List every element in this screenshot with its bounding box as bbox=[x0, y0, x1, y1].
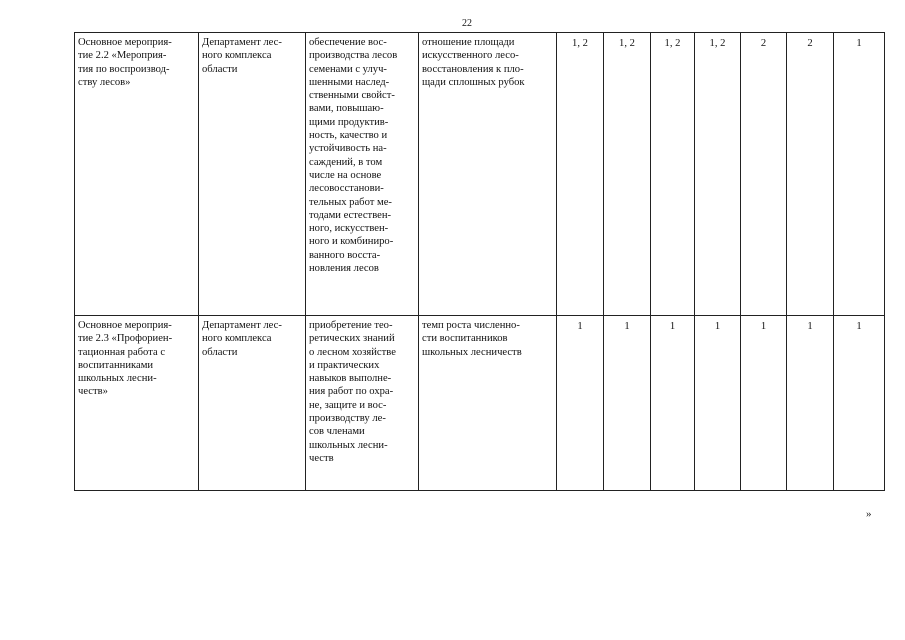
page-number: 22 bbox=[462, 18, 472, 29]
value-cell: 1 bbox=[834, 33, 885, 316]
value-cell: 1 bbox=[604, 316, 651, 491]
table-row bbox=[75, 316, 885, 491]
closing-quote: » bbox=[866, 508, 872, 520]
value-cell: 1 bbox=[695, 316, 741, 491]
value-cell: 1 bbox=[834, 316, 885, 491]
value-cell: 1 bbox=[651, 316, 695, 491]
value-cell: 1, 2 bbox=[651, 33, 695, 316]
table-row bbox=[75, 33, 885, 316]
measure-cell: Основное мероприя- тие 2.2 «Мероприя- тия по воспроизвод- ству лесов» bbox=[75, 33, 199, 316]
executor-cell: Департамент лес- ного комплекса области bbox=[199, 316, 306, 491]
value-cell: 2 bbox=[787, 33, 834, 316]
executor-cell: Департамент лес- ного комплекса области bbox=[199, 33, 306, 316]
value-cell: 1 bbox=[557, 316, 604, 491]
value-cell: 1 bbox=[787, 316, 834, 491]
measures-table bbox=[74, 32, 885, 491]
indicator-cell: темп роста численно- сти воспитанников школьных лесничеств bbox=[419, 316, 557, 491]
value-cell: 1, 2 bbox=[557, 33, 604, 316]
result-cell: обеспечение вос- производства лесов семенами с улуч- шенными наслед- ственными свойст- вами, повышаю- щими продуктив- ность, качество и устойчивость на- саждений, в том числе на основе лесовосстанови- тельных работ ме- тодами естествен- ного, искусствен- ного и комбиниро- ванного восста- новления лесов bbox=[306, 33, 419, 316]
value-cell: 1, 2 bbox=[604, 33, 651, 316]
value-cell: 1 bbox=[741, 316, 787, 491]
result-cell: приобретение тео- ретических знаний о лесном хозяйстве и практических навыков выполне- ния работ по охра- не, защите и вос- производству ле- сов членами школьных лесни- честв bbox=[306, 316, 419, 491]
value-cell: 2 bbox=[741, 33, 787, 316]
value-cell: 1, 2 bbox=[695, 33, 741, 316]
measure-cell: Основное мероприя- тие 2.3 «Профориен- тационная работа с воспитанниками школьных лесни- честв» bbox=[75, 316, 199, 491]
indicator-cell: отношение площади искусственного лесо- восстановления к пло- щади сплошных рубок bbox=[419, 33, 557, 316]
